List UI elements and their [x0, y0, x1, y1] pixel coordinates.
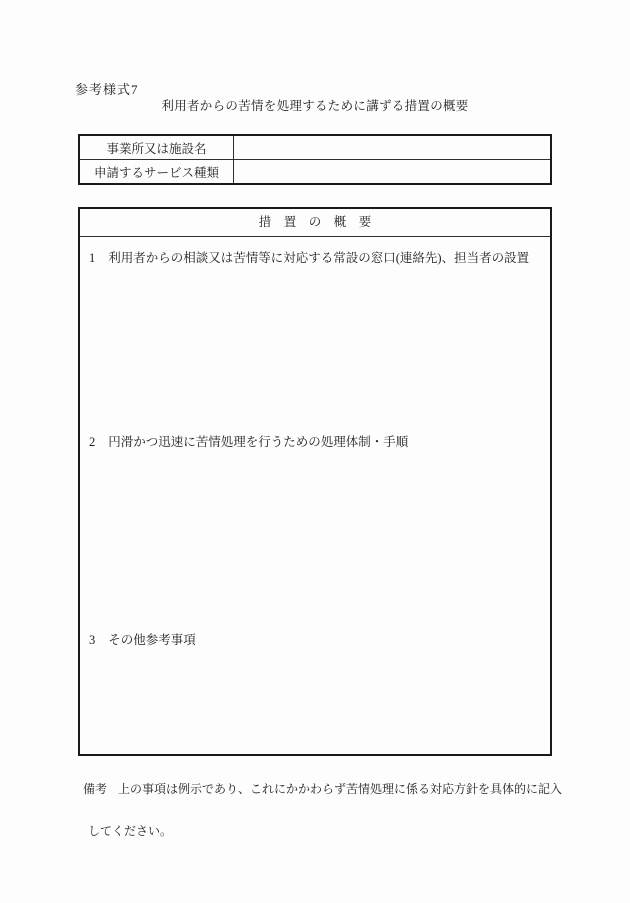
footer-note: [65, 758, 577, 842]
facility-info-table: [78, 134, 552, 185]
measure-item-other-reference: [80, 619, 550, 754]
facility-name-label: 事業所又は施設名: [79, 135, 234, 160]
form-number-label: 参考様式7: [75, 82, 139, 97]
measure-item-text: その他参考事項: [108, 633, 196, 647]
measure-item-text: 利用者からの相談又は苦情等に対応する常設の窓口(連絡先)、担当者の設置: [108, 251, 530, 265]
facility-name-value-blank: [234, 135, 552, 160]
measure-item-number: 3: [89, 633, 96, 647]
measure-item-number: 1: [89, 251, 96, 265]
table-row-facility-name: [79, 135, 551, 160]
measure-item-processing-system: [80, 421, 550, 619]
measure-item-text: 円滑かつ迅速に苦情処理を行うための処理体制・手順: [108, 435, 409, 449]
footer-note-line2: してください。: [88, 824, 173, 838]
table-row-service-type: [79, 160, 551, 185]
measure-item-number: 2: [89, 435, 96, 449]
service-type-label: 申請するサービス種類: [79, 160, 234, 185]
service-type-value-blank: [234, 160, 552, 185]
footer-note-text: 上の事項は例示であり、これにかかわらず苦情処理に係る対応方針を具体的に記入: [118, 782, 563, 796]
measures-table-header: 措 置 の 概 要: [80, 209, 550, 237]
measures-overview-table: [78, 207, 552, 756]
footer-note-line1: [65, 758, 577, 821]
page-title: 利用者からの苦情を処理するために講ずる措置の概要: [161, 99, 469, 113]
footer-note-label: 備考: [83, 782, 108, 796]
measure-item-contact-window: [80, 237, 550, 421]
